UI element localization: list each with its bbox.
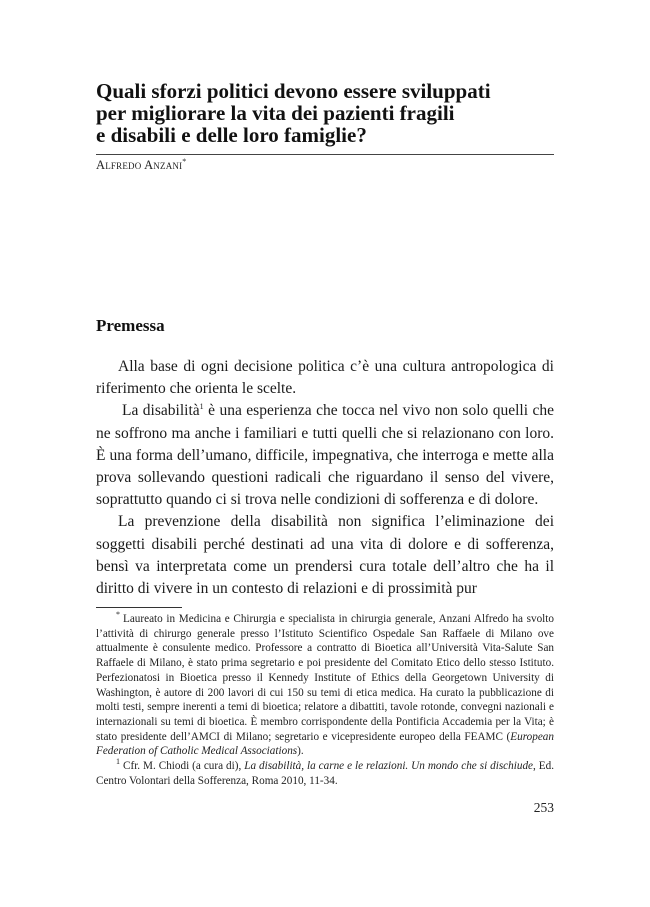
footnote-divider — [96, 607, 182, 608]
paragraph-2-rest: è una esperienza che tocca nel vivo non solo quelli che ne soffrono ma anche i familiari e tutti quelli che si relazionano con loro. È una forma dell’umano, difficile, impegnativa, che interroga e mette alla prova sollevando questioni radicali che riguardano il senso del vivere, soprattutto quando ci si trova nelle condizioni di sofferenza e di dolore. — [96, 402, 554, 509]
paragraph-1: Alla base di ogni decisione politica c’è una cultura antropologica di riferimento che orienta le scelte. — [96, 358, 554, 398]
author-name: Alfredo Anzani — [96, 158, 183, 172]
footnote-author-marker: * — [116, 610, 120, 620]
title-line-3: e disabili e delle loro famiglie? — [96, 123, 367, 147]
author-footnote-marker: * — [182, 156, 187, 166]
footnote-1 — [96, 759, 554, 788]
paragraph-3: La prevenzione della disabilità non significa l’eliminazione dei soggetti disabili perché destinati ad una vita di dolore e di sofferenza, bensì va interpretata come un prendersi cura totale dell’altro che ha il diritto di vivere in un contesto di relazioni e di prossimità pur — [96, 513, 554, 598]
footnote-1-italic: La disabilità, la carne e le relazioni. Un mondo che si dischiude — [244, 760, 534, 773]
section-heading: Premessa — [96, 316, 165, 335]
page-number: 253 — [533, 800, 554, 815]
footnote-author-text-a: Laureato in Medicina e Chirurgia e specialista in chirurgia generale, Anzani Alfredo ha svolto l’attività di chirurgo generale presso l’Istituto Scientifico Ospedale San Raffaele di Milano ove attualmente è consulente medico. Professore a contratto di Bioetica all’Università Vita-Salute San Raffaele di Milano, è stato prima segretario e poi presidente del Comitato Etico dello stesso Istituto. Perfezionatosi in Bioetica presso il Kennedy Institute of Ethics della Georgetown University di Washington, è autore di 200 lavori di cui 150 su temi di etica medica. Ha curato la pubblicazione di molti testi, sempre inerenti a temi di bioetica; relatore a dibattiti, tavole rotonde, convegni nazionali e internazionali su temi di bioetica. È membro corrispondente della Pontificia Accademia per la Vita; è stato presidente dell’AMCI di Milano; segretario e vicepresidente europeo della FEAMC ( — [96, 613, 554, 743]
body-text — [96, 356, 554, 600]
footnote-author — [96, 612, 554, 759]
title-line-2: per migliorare la vita dei pazienti fragili — [96, 101, 455, 125]
footnotes — [96, 612, 554, 788]
paragraph-2-start: La disabilità — [122, 402, 200, 420]
footnote-1-text-a: Cfr. M. Chiodi (a cura di), — [123, 760, 245, 773]
author-byline — [96, 158, 187, 173]
book-page — [96, 0, 554, 907]
title-divider — [96, 154, 554, 155]
footnote-1-marker: 1 — [116, 757, 120, 767]
paragraph-2 — [96, 400, 554, 511]
footnote-author-text-b: ). — [297, 745, 304, 758]
footnote-author-italic: European Federation of Catholic Medical Associations — [96, 730, 554, 758]
title-line-1: Quali sforzi politici devono essere sviluppati — [96, 79, 491, 103]
article-title — [96, 80, 554, 146]
footnote-reference-1: 1 — [199, 402, 204, 412]
footnote-1-text-b: , Ed. Centro Volontari della Sofferenza, Roma 2010, 11-34. — [96, 760, 554, 787]
